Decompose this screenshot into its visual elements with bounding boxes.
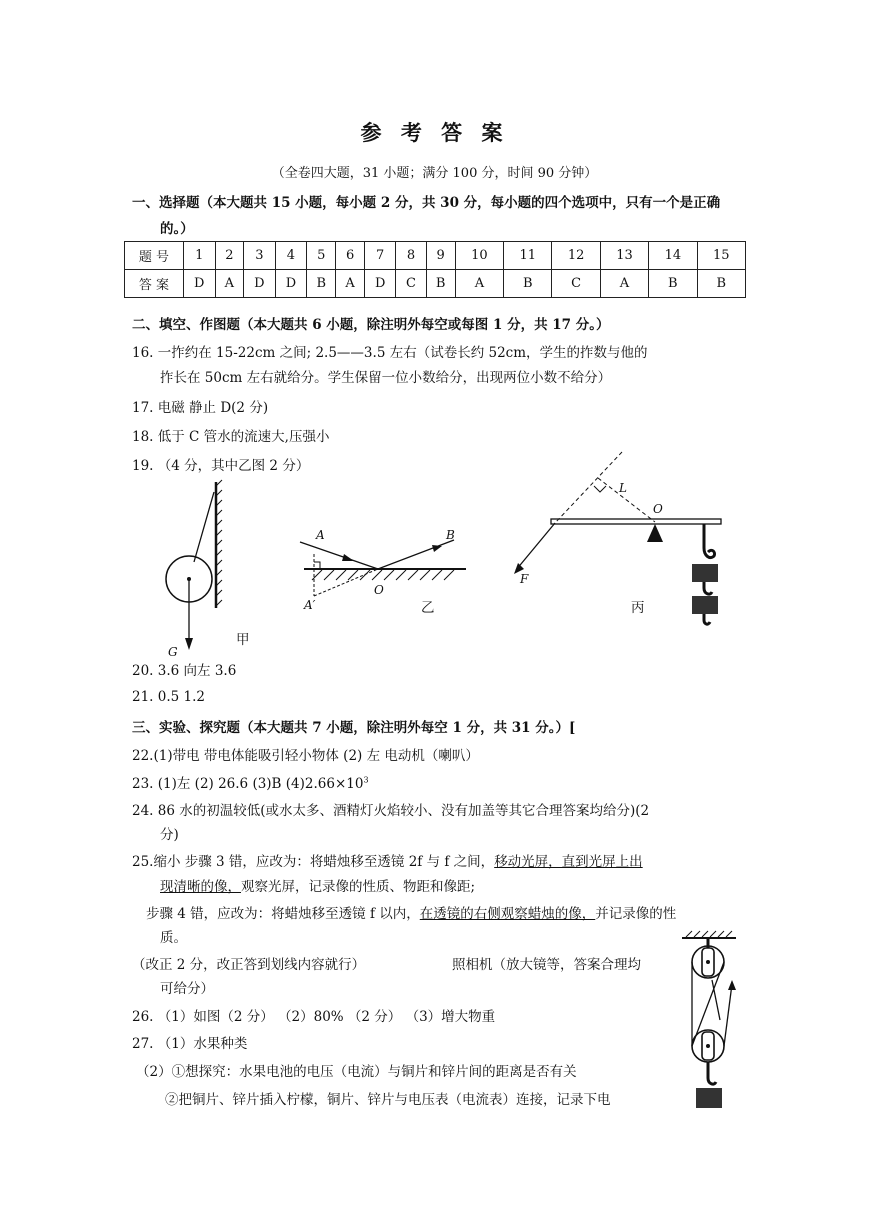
label-f: F [520, 572, 529, 586]
answer-cell: D [275, 270, 307, 298]
answer-17: 17. 电磁 静止 D(2 分) [132, 400, 269, 416]
answer-25-text: 并记录像的性 [595, 906, 677, 922]
answer-cell: D [244, 270, 276, 298]
question-number: 4 [275, 242, 307, 270]
answer-25-underlined: 现清晰的像， [160, 879, 241, 895]
answer-table [124, 241, 746, 298]
answer-cell: A [215, 270, 244, 298]
answer-cell: B [307, 270, 336, 298]
question-number: 12 [552, 242, 600, 270]
table-row-numbers [125, 242, 746, 270]
answer-19: 19. （4 分，其中乙图 2 分） [132, 458, 310, 474]
figure-bing [510, 448, 740, 628]
question-number: 8 [396, 242, 426, 270]
answer-20: 20. 3.6 向左 3.6 [132, 663, 237, 679]
row-label-answer: 答 案 [125, 270, 184, 298]
answer-cell: C [396, 270, 426, 298]
pulley-figure [676, 930, 746, 1120]
label-bing: 丙 [631, 600, 645, 616]
answer-16-line1: 16. 一拃约在 15-22cm 之间; 2.5——3.5 左右（试卷长约 52cm，学生的拃数与他的 [132, 345, 648, 361]
answer-16-line2: 拃长在 50cm 左右就给分。学生保留一位小数给分，出现两位小数不给分） [160, 370, 612, 386]
question-number: 11 [504, 242, 552, 270]
answer-22: 22.(1)带电 带电体能吸引轻小物体 (2) 左 电动机（喇叭） [132, 748, 479, 764]
answer-cell: B [426, 270, 455, 298]
answer-cell: C [552, 270, 600, 298]
question-number: 5 [307, 242, 336, 270]
answer-27-1: 27. （1）水果种类 [132, 1036, 248, 1052]
answer-25-note: （改正 2 分，改正答到划线内容就行） [132, 957, 366, 973]
question-number: 6 [336, 242, 365, 270]
label-b: B [446, 528, 455, 542]
section1-heading: 一、选择题（本大题共 15 小题，每小题 2 分，共 30 分，每小题的四个选项中，只有一个是正确 [132, 195, 721, 211]
question-number: 2 [215, 242, 244, 270]
answer-cell: A [455, 270, 503, 298]
label-l: L [619, 481, 627, 495]
answer-23 [132, 772, 369, 792]
answer-cell: D [364, 270, 396, 298]
answer-25-line1 [132, 850, 643, 870]
answer-25-text: 观察光屏，记录像的性质、物距和像距; [241, 879, 476, 895]
table-row-answers [125, 270, 746, 298]
question-number: 1 [184, 242, 216, 270]
answer-23-text: 23. (1)左 (2) 26.6 (3)B (4)2.66×10 [132, 776, 364, 792]
label-a: A [316, 528, 325, 542]
answer-25-underlined: 在透镜的右侧观察蜡烛的像， [419, 906, 596, 922]
section3-heading: 三、实验、探究题（本大题共 7 小题，除注明外每空 1 分，共 31 分。）[ [132, 720, 576, 736]
question-number: 14 [649, 242, 697, 270]
answer-25-text: 25.缩小 步骤 3 错，应改为：将蜡烛移至透镜 2f 与 f 之间， [132, 854, 495, 870]
question-number: 3 [244, 242, 276, 270]
answer-25-line6: 可给分） [160, 981, 214, 997]
question-number: 10 [455, 242, 503, 270]
label-o-yi: O [374, 583, 384, 597]
answer-21: 21. 0.5 1.2 [132, 689, 205, 705]
exam-info: （全卷四大题，31 小题；满分 100 分，时间 90 分钟） [271, 166, 598, 181]
answer-18: 18. 低于 C 管水的流速大,压强小 [132, 429, 330, 445]
answer-25-line2 [160, 875, 475, 895]
section1-heading-cont: 的。） [160, 221, 194, 237]
answer-24-line2: 分) [160, 827, 179, 843]
question-number: 9 [426, 242, 455, 270]
label-yi: 乙 [421, 600, 435, 616]
answer-cell: B [649, 270, 697, 298]
label-o-bing: O [653, 502, 663, 516]
answer-25-text: 步骤 4 错，应改为：将蜡烛移至透镜 f 以内， [146, 906, 420, 922]
label-a-prime: A′ [304, 598, 316, 612]
answer-25-line4: 质。 [160, 930, 187, 946]
answer-cell: B [504, 270, 552, 298]
answer-25-camera: 照相机（放大镜等，答案合理均 [452, 957, 641, 973]
label-jia: 甲 [236, 632, 250, 648]
answer-cell: A [336, 270, 365, 298]
question-number: 13 [600, 242, 648, 270]
question-number: 15 [697, 242, 745, 270]
answer-26: 26. （1）如图（2 分） （2）80% （2 分） （3）增大物重 [132, 1009, 496, 1025]
section2-heading: 二、填空、作图题（本大题共 6 小题，除注明外每空或每图 1 分，共 17 分。） [132, 317, 610, 333]
answer-25-underlined: 移动光屏，直到光屏上出 [494, 854, 643, 870]
answer-27-2: （2）①想探究：水果电池的电压（电流）与铜片和锌片间的距离是否有关 [136, 1064, 577, 1080]
page-title: 参 考 答 案 [360, 120, 509, 145]
answer-cell: B [697, 270, 745, 298]
row-label-number: 题 号 [125, 242, 184, 270]
label-gravity: G [168, 645, 178, 659]
answer-24-line1: 24. 86 水的初温较低(或水太多、酒精灯火焰较小、没有加盖等其它合理答案均给分)(2 [132, 803, 650, 819]
answer-23-exponent: 3 [363, 775, 369, 785]
answer-cell: A [600, 270, 648, 298]
answer-25-line3 [146, 902, 676, 922]
question-number: 7 [364, 242, 396, 270]
answer-27-3: ②把铜片、锌片插入柠檬，铜片、锌片与电压表（电流表）连接，记录下电 [165, 1092, 611, 1108]
answer-cell: D [184, 270, 216, 298]
